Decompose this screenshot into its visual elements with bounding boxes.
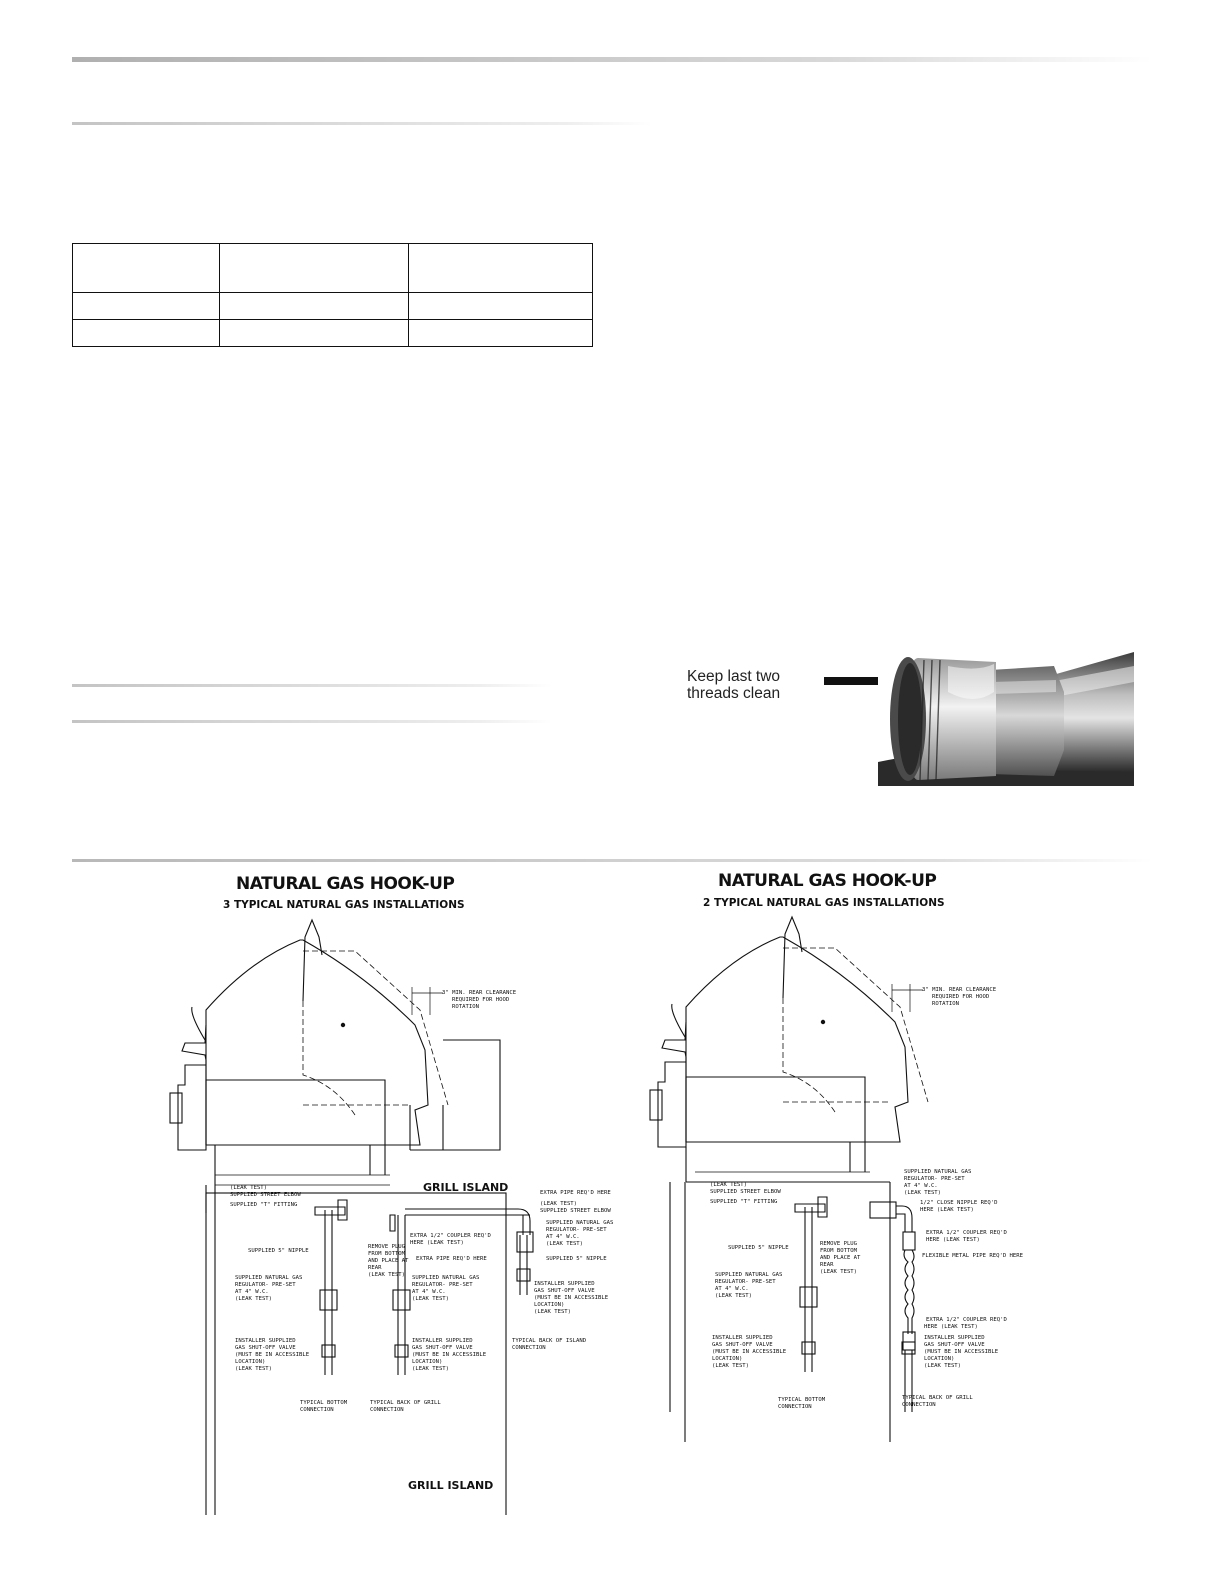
svg-text:(LEAK TEST): (LEAK TEST) [235, 1366, 273, 1372]
svg-text:(LEAK TEST): (LEAK TEST) [904, 1190, 942, 1196]
back-grill-label [370, 1400, 441, 1413]
svg-text:SUPPLIED STREET ELBOW: SUPPLIED STREET ELBOW [710, 1189, 781, 1195]
rear-clearance-label [922, 987, 997, 1007]
rear-clearance-label [442, 990, 517, 1010]
bottom-connection-label [300, 1400, 348, 1413]
section-divider [72, 859, 1152, 862]
grill-hood [686, 937, 908, 1142]
svg-text:TYPICAL BACK OF GRILL: TYPICAL BACK OF GRILL [370, 1400, 441, 1406]
svg-text:SUPPLIED NATURAL GAS: SUPPLIED NATURAL GAS [715, 1272, 783, 1278]
svg-text:TYPICAL BACK OF ISLAND: TYPICAL BACK OF ISLAND [512, 1338, 587, 1344]
table-row [73, 320, 593, 347]
lid-open-arc [783, 998, 835, 1112]
pipe-fitting-photo [878, 652, 1134, 786]
svg-text:LOCATION): LOCATION) [235, 1359, 266, 1365]
table-cell [73, 320, 220, 347]
section-divider [72, 684, 552, 687]
svg-text:GAS SHUT-OFF VALVE: GAS SHUT-OFF VALVE [235, 1345, 296, 1351]
diagram-subtitle: 3 TYPICAL NATURAL GAS INSTALLATIONS [223, 899, 465, 911]
svg-text:AND PLACE AT: AND PLACE AT [368, 1258, 409, 1264]
svg-text:FROM BOTTOM: FROM BOTTOM [368, 1251, 406, 1257]
caption-line: threads clean [687, 685, 781, 702]
svg-text:FROM BOTTOM: FROM BOTTOM [820, 1248, 858, 1254]
svg-text:EXTRA 1/2" COUPLER REQ'D: EXTRA 1/2" COUPLER REQ'D [410, 1233, 491, 1239]
table-row [73, 293, 593, 320]
diagram-title: NATURAL GAS HOOK-UP [718, 871, 937, 891]
svg-text:(LEAK TEST): (LEAK TEST) [712, 1363, 750, 1369]
svg-text:LOCATION): LOCATION) [412, 1359, 443, 1365]
bottom-connection-label [778, 1397, 826, 1410]
lid-open-arc [303, 1001, 355, 1115]
svg-text:SUPPLIED NATURAL GAS: SUPPLIED NATURAL GAS [546, 1220, 614, 1226]
svg-text:(LEAK TEST): (LEAK TEST) [534, 1309, 572, 1315]
svg-text:GAS SHUT-OFF VALVE: GAS SHUT-OFF VALVE [534, 1288, 595, 1294]
specification-table [72, 243, 593, 347]
coupler-label [926, 1230, 1007, 1243]
svg-text:GAS SHUT-OFF VALVE: GAS SHUT-OFF VALVE [712, 1342, 773, 1348]
svg-text:3" MIN. REAR CLEARANCE: 3" MIN. REAR CLEARANCE [922, 987, 997, 993]
regulator-label [412, 1275, 479, 1302]
nipple-label: SUPPLIED 5" NIPPLE [728, 1245, 789, 1251]
table-cell [73, 293, 220, 320]
svg-text:(MUST BE IN ACCESSIBLE: (MUST BE IN ACCESSIBLE [412, 1352, 487, 1358]
svg-text:AT 4" W.C.: AT 4" W.C. [412, 1289, 446, 1295]
valve-icon [902, 1342, 915, 1354]
valve-icon [322, 1345, 335, 1357]
table-cell [409, 244, 593, 293]
grill-hood [206, 940, 428, 1145]
svg-text:REGULATOR- PRE-SET: REGULATOR- PRE-SET [715, 1279, 776, 1285]
svg-text:(LEAK TEST): (LEAK TEST) [546, 1241, 584, 1247]
svg-text:1/2" CLOSE NIPPLE REQ'D: 1/2" CLOSE NIPPLE REQ'D [920, 1200, 998, 1206]
svg-text:REAR: REAR [368, 1265, 382, 1271]
grill-island-top [443, 1040, 500, 1150]
svg-text:HERE (LEAK TEST): HERE (LEAK TEST) [924, 1324, 978, 1330]
street-elbow-label [710, 1182, 781, 1195]
t-fitting-label: SUPPLIED "T" FITTING [230, 1202, 298, 1208]
table-header-row [73, 244, 593, 293]
svg-text:ROTATION: ROTATION [932, 1001, 959, 1007]
svg-text:AT 4" W.C.: AT 4" W.C. [546, 1234, 580, 1240]
extra-pipe-label [540, 1190, 611, 1214]
remove-plug-label [368, 1244, 409, 1278]
svg-text:HERE (LEAK TEST): HERE (LEAK TEST) [410, 1240, 464, 1246]
svg-text:SUPPLIED STREET ELBOW: SUPPLIED STREET ELBOW [230, 1192, 301, 1198]
coupler-label [410, 1233, 491, 1246]
street-elbow-label [230, 1185, 301, 1198]
regulator-icon [517, 1232, 533, 1252]
table-cell [409, 320, 593, 347]
svg-text:TYPICAL BACK OF GRILL: TYPICAL BACK OF GRILL [902, 1395, 973, 1401]
svg-text:(LEAK TEST): (LEAK TEST) [710, 1182, 748, 1188]
svg-text:3" MIN. REAR CLEARANCE: 3" MIN. REAR CLEARANCE [442, 990, 517, 996]
table-cell [73, 244, 220, 293]
svg-text:REGULATOR- PRE-SET: REGULATOR- PRE-SET [546, 1227, 607, 1233]
photo-caption [687, 668, 780, 702]
section-divider [72, 122, 652, 125]
svg-text:CONNECTION: CONNECTION [512, 1345, 546, 1351]
svg-text:SUPPLIED NATURAL GAS: SUPPLIED NATURAL GAS [412, 1275, 480, 1281]
svg-text:GAS SHUT-OFF VALVE: GAS SHUT-OFF VALVE [412, 1345, 473, 1351]
svg-text:AND PLACE AT: AND PLACE AT [820, 1255, 861, 1261]
extra-pipe-label: EXTRA PIPE REQ'D HERE [416, 1256, 487, 1262]
lid-handle-open [783, 917, 802, 998]
svg-text:LOCATION): LOCATION) [534, 1302, 565, 1308]
back-island-label [512, 1338, 587, 1351]
svg-text:REMOVE PLUG: REMOVE PLUG [368, 1244, 406, 1250]
svg-text:(MUST BE IN ACCESSIBLE: (MUST BE IN ACCESSIBLE [235, 1352, 310, 1358]
gas-hookup-diagram-2-installations [640, 912, 1090, 1452]
gas-hookup-diagram-3-installations [160, 915, 640, 1515]
svg-text:REQUIRED FOR HOOD: REQUIRED FOR HOOD [932, 994, 990, 1000]
svg-text:LOCATION): LOCATION) [712, 1356, 743, 1362]
coupler-label [924, 1317, 1007, 1330]
back-island-pipe [405, 1209, 530, 1235]
shutoff-valve-label [712, 1335, 787, 1369]
caption-line: Keep last two [687, 668, 781, 685]
svg-text:(LEAK TEST): (LEAK TEST) [820, 1269, 858, 1275]
svg-text:(LEAK TEST): (LEAK TEST) [412, 1296, 450, 1302]
svg-text:SUPPLIED NATURAL GAS: SUPPLIED NATURAL GAS [904, 1169, 972, 1175]
svg-text:INSTALLER SUPPLIED: INSTALLER SUPPLIED [534, 1281, 595, 1287]
bottom-pipe [325, 1210, 332, 1375]
nipple-label: SUPPLIED 5" NIPPLE [546, 1256, 607, 1262]
svg-text:(LEAK TEST): (LEAK TEST) [412, 1366, 450, 1372]
remove-plug-label [820, 1241, 861, 1275]
back-grill-pipe [398, 1215, 405, 1375]
shutoff-valve-label [412, 1338, 487, 1372]
svg-text:EXTRA PIPE REQ'D HERE: EXTRA PIPE REQ'D HERE [540, 1190, 611, 1196]
table-cell [220, 244, 409, 293]
svg-text:GAS SHUT-OFF VALVE: GAS SHUT-OFF VALVE [924, 1342, 985, 1348]
diagram-title: NATURAL GAS HOOK-UP [236, 874, 455, 894]
regulator-icon [320, 1290, 337, 1310]
regulator-label [546, 1220, 613, 1247]
svg-text:REGULATOR- PRE-SET: REGULATOR- PRE-SET [904, 1176, 965, 1182]
svg-text:INSTALLER SUPPLIED: INSTALLER SUPPLIED [235, 1338, 296, 1344]
svg-text:(LEAK TEST): (LEAK TEST) [235, 1296, 273, 1302]
shutoff-valve-label [534, 1281, 609, 1315]
svg-text:(LEAK TEST): (LEAK TEST) [715, 1293, 753, 1299]
svg-text:TYPICAL BOTTOM: TYPICAL BOTTOM [778, 1397, 826, 1403]
regulator-label [235, 1275, 302, 1302]
valve-icon [395, 1345, 408, 1357]
flexible-pipe [904, 1250, 908, 1334]
svg-text:ROTATION: ROTATION [452, 1004, 479, 1010]
close-nipple-label [920, 1200, 998, 1213]
svg-text:(MUST BE IN ACCESSIBLE: (MUST BE IN ACCESSIBLE [712, 1349, 787, 1355]
svg-text:EXTRA 1/2" COUPLER REQ'D: EXTRA 1/2" COUPLER REQ'D [926, 1230, 1007, 1236]
svg-text:(LEAK TEST): (LEAK TEST) [368, 1272, 406, 1278]
svg-text:LOCATION): LOCATION) [924, 1356, 955, 1362]
regulator-label [715, 1272, 782, 1299]
grill-front-handle [662, 1022, 686, 1057]
valve-icon [517, 1269, 530, 1281]
svg-text:CONNECTION: CONNECTION [300, 1407, 334, 1413]
svg-text:CONNECTION: CONNECTION [778, 1404, 812, 1410]
svg-text:(MUST BE IN ACCESSIBLE: (MUST BE IN ACCESSIBLE [924, 1349, 999, 1355]
svg-text:REGULATOR- PRE-SET: REGULATOR- PRE-SET [412, 1282, 473, 1288]
top-divider [72, 57, 1152, 62]
grill-front-handle [182, 1025, 206, 1060]
lid-handle-open [303, 920, 322, 1001]
grill-island-label: GRILL ISLAND [423, 1181, 509, 1194]
regulator-icon [800, 1287, 817, 1307]
svg-text:SUPPLIED NATURAL GAS: SUPPLIED NATURAL GAS [235, 1275, 303, 1281]
svg-text:(LEAK TEST): (LEAK TEST) [540, 1201, 578, 1207]
svg-text:REGULATOR- PRE-SET: REGULATOR- PRE-SET [235, 1282, 296, 1288]
svg-text:TYPICAL BOTTOM: TYPICAL BOTTOM [300, 1400, 348, 1406]
bottom-pipe [805, 1207, 812, 1372]
t-fitting-label: SUPPLIED "T" FITTING [710, 1199, 778, 1205]
back-grill-label [902, 1395, 973, 1408]
svg-text:(LEAK TEST): (LEAK TEST) [924, 1363, 962, 1369]
regulator-label [904, 1169, 971, 1196]
regulator-icon [393, 1290, 410, 1310]
svg-text:INSTALLER SUPPLIED: INSTALLER SUPPLIED [412, 1338, 473, 1344]
regulator-icon [870, 1202, 896, 1218]
nipple-label: SUPPLIED 5" NIPPLE [248, 1248, 309, 1254]
svg-text:SUPPLIED STREET ELBOW: SUPPLIED STREET ELBOW [540, 1208, 611, 1214]
svg-text:CONNECTION: CONNECTION [902, 1402, 936, 1408]
shutoff-valve-label [235, 1338, 310, 1372]
svg-text:REAR: REAR [820, 1262, 834, 1268]
svg-text:EXTRA 1/2" COUPLER REQ'D: EXTRA 1/2" COUPLER REQ'D [926, 1317, 1007, 1323]
svg-text:HERE (LEAK TEST): HERE (LEAK TEST) [926, 1237, 980, 1243]
svg-text:INSTALLER SUPPLIED: INSTALLER SUPPLIED [712, 1335, 773, 1341]
svg-text:(MUST BE IN ACCESSIBLE: (MUST BE IN ACCESSIBLE [534, 1295, 609, 1301]
diagram-subtitle: 2 TYPICAL NATURAL GAS INSTALLATIONS [703, 897, 945, 909]
section-divider [72, 720, 552, 723]
svg-text:(LEAK TEST): (LEAK TEST) [230, 1185, 268, 1191]
shutoff-valve-label [924, 1335, 999, 1369]
table-cell [220, 293, 409, 320]
svg-text:AT 4" W.C.: AT 4" W.C. [235, 1289, 269, 1295]
svg-text:REQUIRED FOR HOOD: REQUIRED FOR HOOD [452, 997, 510, 1003]
flexible-pipe-label: FLEXIBLE METAL PIPE REQ'D HERE [922, 1253, 1024, 1259]
valve-icon [802, 1342, 815, 1354]
table-cell [220, 320, 409, 347]
svg-text:HERE (LEAK TEST): HERE (LEAK TEST) [920, 1207, 974, 1213]
svg-text:REMOVE PLUG: REMOVE PLUG [820, 1241, 858, 1247]
grill-island-label: GRILL ISLAND [408, 1479, 494, 1492]
table-cell [409, 293, 593, 320]
svg-text:CONNECTION: CONNECTION [370, 1407, 404, 1413]
svg-text:AT 4" W.C.: AT 4" W.C. [715, 1286, 749, 1292]
svg-text:INSTALLER SUPPLIED: INSTALLER SUPPLIED [924, 1335, 985, 1341]
svg-text:AT 4" W.C.: AT 4" W.C. [904, 1183, 938, 1189]
